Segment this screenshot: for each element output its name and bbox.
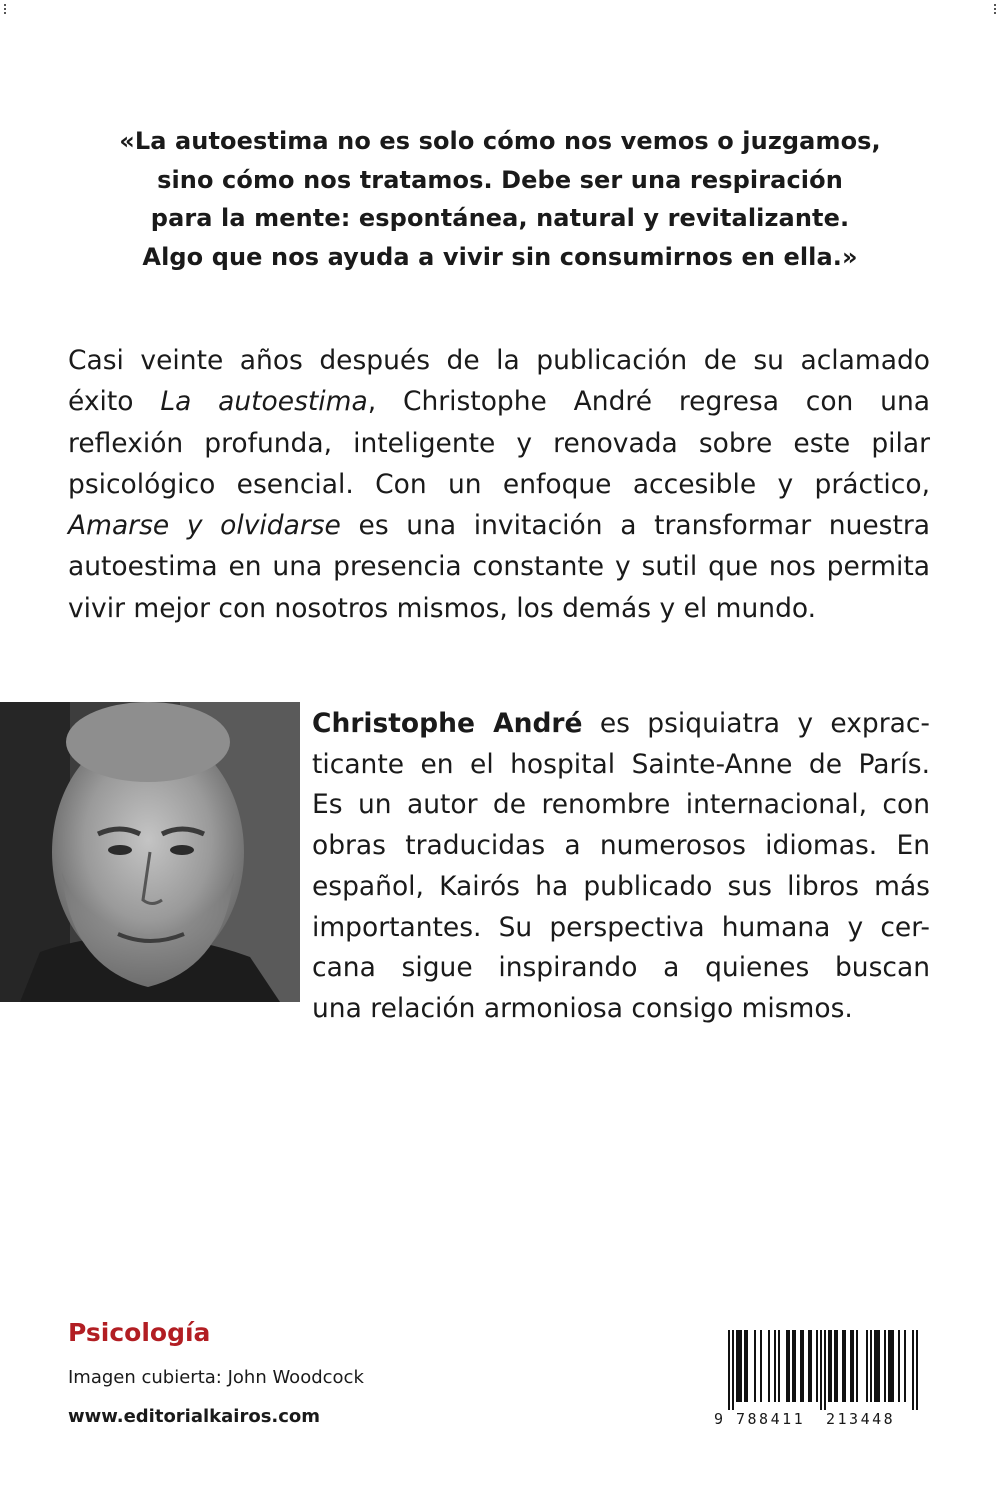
barcode-bar [738,1330,740,1402]
barcode-bar [890,1330,892,1402]
barcode-bar [802,1330,804,1402]
barcode-bar [916,1330,918,1410]
barcode-bar [746,1330,748,1402]
barcode-bar [794,1330,796,1402]
barcode-bars [714,1330,920,1410]
barcode-bar [892,1330,894,1402]
barcode-bar [778,1330,780,1402]
barcode-bar [876,1330,878,1402]
description-line: psicológico esencial. Con un enfoque accesible y práctico, [68,468,930,500]
publisher-website-link[interactable]: www.editorialkairos.com [68,1406,321,1427]
description-line [68,381,930,422]
barcode-first-digit: 9 [714,1410,726,1428]
barcode-bar [870,1330,872,1402]
quote-line: Algo que nos ayuda a vivir sin consumirnos en ella.» [142,242,858,271]
barcode-bar [792,1330,794,1402]
barcode-right-digits: 213448 [826,1410,896,1428]
author-portrait-illustration [0,702,300,1002]
description-line [68,505,930,546]
barcode-bar [816,1330,818,1402]
barcode-bar [744,1330,746,1402]
barcode-bar [732,1330,734,1410]
author-bio [312,704,930,1030]
barcode-bar [786,1330,788,1402]
author-name: Christophe André [312,708,583,739]
barcode-bar [844,1330,846,1402]
barcode-bar [888,1330,890,1402]
barcode-bar [728,1330,730,1410]
bio-line: español, Kairós ha publicado sus libros más [312,870,930,902]
description-line: Casi veinte años después de la publicación de su aclamado [68,345,930,376]
description-text: , Christophe André regresa con una [367,386,930,418]
description-text: éxito [68,386,161,418]
isbn-barcode [714,1330,920,1440]
quote-line: para la mente: espontánea, natural y revitalizante. [150,204,850,232]
quote-line: sino cómo nos tratamos. Debe ser una respiración [157,165,843,194]
barcode-bar [912,1330,914,1410]
barcode-bar [884,1330,886,1402]
barcode-bar [754,1330,756,1402]
crop-mark-left [4,4,6,14]
crop-mark-right [994,4,996,14]
category-label: Psicología [68,1318,211,1347]
book-description [68,340,930,629]
bio-line [312,704,930,745]
barcode-bar [800,1330,802,1402]
book-title: Amarse y olvidarse [68,510,341,542]
barcode-bar [904,1330,906,1402]
description-line: reflexión profunda, inteligente y renovada sobre este pilar [68,427,930,459]
barcode-bar [774,1330,776,1402]
barcode-bar [788,1330,790,1402]
description-line: vivir mejor con nosotros mismos, los demás y el mundo. [68,592,817,624]
bio-line: ticante en el hospital Sainte-Anne de París. [312,748,930,780]
pull-quote [60,122,940,276]
bio-line: importantes. Su perspectiva humana y cer- [312,911,930,943]
barcode-bar [824,1330,826,1410]
barcode-bar [768,1330,770,1402]
barcode-bar [810,1330,812,1402]
barcode-bar [842,1330,844,1402]
bio-line: una relación armoniosa consigo mismos. [312,992,853,1024]
description-line: autoestima en una presencia constante y sutil que nos permita [68,551,930,583]
barcode-bar [898,1330,900,1402]
barcode-bar [866,1330,868,1402]
barcode-bar [834,1330,836,1402]
barcode-bar [830,1330,832,1402]
barcode-bar [740,1330,742,1402]
barcode-bar [836,1330,838,1402]
bio-line: Es un autor de renombre internacional, con [312,789,930,821]
barcode-bar [850,1330,852,1402]
barcode-bar [820,1330,822,1410]
barcode-bar [736,1330,738,1402]
barcode-bar [760,1330,762,1402]
barcode-bar [874,1330,876,1402]
bio-text: es psiquiatra y exprac- [582,708,930,739]
barcode-left-digits: 788411 [736,1410,806,1428]
bio-line: obras traducidas a numerosos idiomas. En [312,830,930,862]
bio-line: cana sigue inspirando a quienes buscan [312,952,930,984]
barcode-bar [808,1330,810,1402]
cover-image-credit: Imagen cubierta: John Woodcock [68,1367,364,1388]
book-title-reference: La autoestima [160,386,368,418]
quote-line: «La autoestima no es solo cómo nos vemos o juzgamos, [119,127,881,155]
barcode-bar [856,1330,858,1402]
description-text: es una invitación a transformar nuestra [340,510,931,542]
barcode-bar [828,1330,830,1402]
author-photo [0,702,300,1002]
barcode-bar [878,1330,880,1402]
barcode-bar [852,1330,854,1402]
